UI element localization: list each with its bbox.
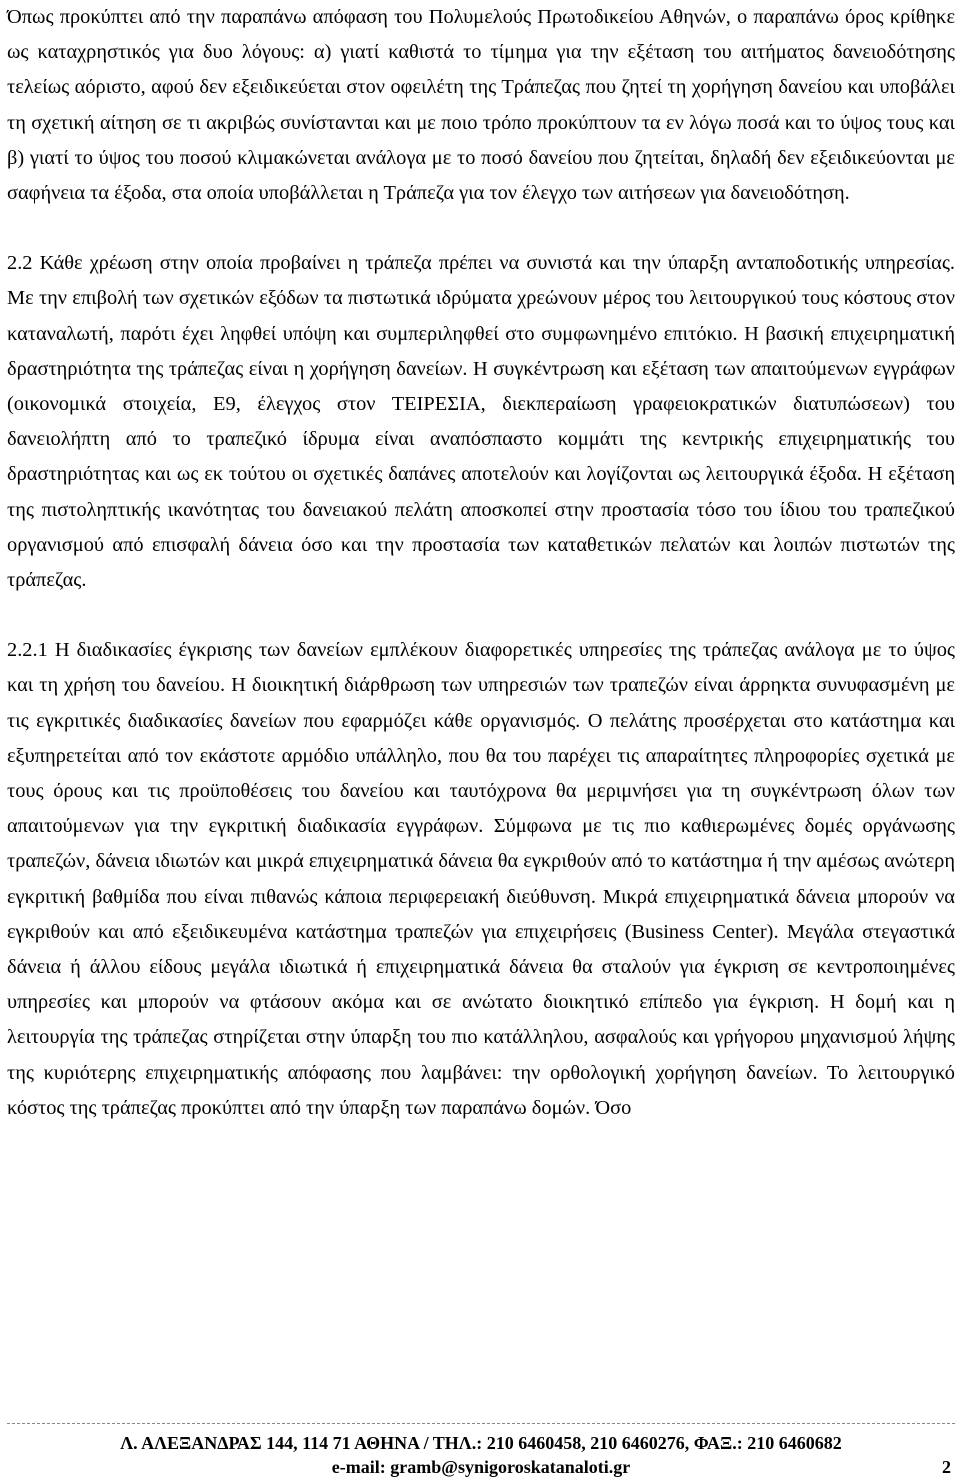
paragraph-court-decision: Όπως προκύπτει από την παραπάνω απόφαση του Πολυμελούς Πρωτοδικείου Αθηνών, ο παραπάνω όρος κρίθηκε ως καταχρηστικός για δυο λόγους: α) γιατί καθιστά το τίμημα για την εξέταση του αιτήματος δανειοδότησης τελείως αόριστο, αφού δεν εξειδικεύεται στον οφειλέτη της Τράπεζας που ζητεί τη χορήγηση δανείου και υποβάλει τη σχετική αίτηση σε τι ακριβώς συνίστανται και με ποιο τρόπο προκύπτουν τα εν λόγω ποσά και το ύψος τους και β) γιατί το ύψος του ποσού κλιμακώνεται ανάλογα με το ποσό δανείου που ζητείται, δηλαδή δεν εξειδικεύονται με σαφήνεια τα έξοδα, στα οποία υποβάλλεται η Τράπεζα για τον έλεγχο των αιτήσεων για δανειοδότηση. [7,6,955,205]
paragraph-section-2-2-1: 2.2.1 Η διαδικασίες έγκρισης των δανείων εμπλέκουν διαφορετικές υπηρεσίες της τράπεζας ανάλογα με το ύψος και τη χρήση του δανείου. Η διοικητική διάρθρωση των υπηρεσιών των τραπεζών είναι άρρηκτα συνυφασμένη με τις εγκριτικές διαδικασίες δανείων που εφαρμόζει κάθε οργανισμός. Ο πελάτης προσέρχεται στο κατάστημα και εξυπηρετείται από τον εκάστοτε αρμόδιο υπάλληλο, που θα του παρέχει τις απαραίτητες πληροφορίες σχετικά με τους όρους και τις προϋποθέσεις του δανείου και ταυτόχρονα θα μεριμνήσει για τη συγκέντρωση όλων των απαιτούμενων για την εγκριτική διαδικασία εγγράφων. Σύμφωνα με τις πιο καθιερωμένες δομές οργάνωσης τραπεζών, δάνεια ιδιωτών και μικρά επιχειρηματικά δάνεια θα εγκριθούν από το κατάστημα ή την αμέσως ανώτερη εγκριτική βαθμίδα που είναι πιθανώς κάποια περιφερειακή διεύθυνση. Μικρά επιχειρηματικά δάνεια μπορούν να εγκριθούν και από εξειδικευμένα κατάστημα τραπεζών για επιχειρήσεις (Business Center). Μεγάλα στεγαστικά δάνεια ή άλλου είδους μεγάλα ιδιωτικά ή επιχειρηματικά δάνεια θα σταλούν για έγκριση σε κεντροποιημένες υπηρεσίες και μπορούν να φτάσουν ακόμα και σε ανώτατο διοικητικό επίπεδο για έγκριση. Η δομή και η λειτουργία της τράπεζας στηρίζεται στην ύπαρξη του πιο κατάλληλου, ασφαλούς και γρήγορου μηχανισμού λήψης της κυριότερης επιχειρηματικής απόφασης που λαμβάνει: την ορθολογική χορήγηση δανείων. Το λειτουργικό κόστος της τράπεζας προκύπτει από την ύπαρξη των παραπάνω δομών. Όσο [7,639,955,1119]
footer-email: e-mail: gramb@synigoroskatanaloti.gr [331,1457,631,1477]
paragraph-section-2-2: 2.2 Κάθε χρέωση στην οποία προβαίνει η τράπεζα πρέπει να συνιστά και την ύπαρξη ανταποδοτικής υπηρεσίας. Με την επιβολή των σχετικών εξόδων τα πιστωτικά ιδρύματα χρεώνουν μέρος του λειτουργικού τους κόστους στον καταναλωτή, παρότι έχει ληφθεί υπόψη και συμπεριληφθεί στο συμφωνημένο επιτόκιο. Η βασική επιχειρηματική δραστηριότητα της τράπεζας είναι η χορήγηση δανείων. Η συγκέντρωση και εξέταση των απαιτούμενων εγγράφων (οικονομικά στοιχεία, Ε9, έλεγχος στον ΤΕΙΡΕΣΙΑ, διεκπεραίωση γραφειοκρατικών διατυπώσεων) του δανειολήπτη από το τραπεζικό ίδρυμα είναι αναπόσπαστο κομμάτι της κεντρικής επιχειρηματικής του δραστηριότητας και ως εκ τούτου οι σχετικές δαπάνες αποτελούν και λογίζονται ως λειτουργικά έξοδα. Η εξέταση της πιστοληπτικής ικανότητας του δανειακού πελάτη αποσκοπεί στην προστασία τόσο του ίδιου του τραπεζικού οργανισμού από επισφαλή δάνεια όσο και την προστασία των καταθετικών πελατών και λοιπών πιστωτών της τράπεζας. [7,252,955,592]
document-page [7,0,955,1481]
footer-divider [7,1423,955,1424]
footer-address: Λ. ΑΛΕΞΑΝΔΡΑΣ 144, 114 71 ΑΘΗΝΑ / ΤΗΛ.: 210 6460458, 210 6460276, ΦΑΞ.: 210 6460682 [120,1433,842,1453]
document-body [7,0,955,1126]
page-number: 2 [942,1457,951,1477]
